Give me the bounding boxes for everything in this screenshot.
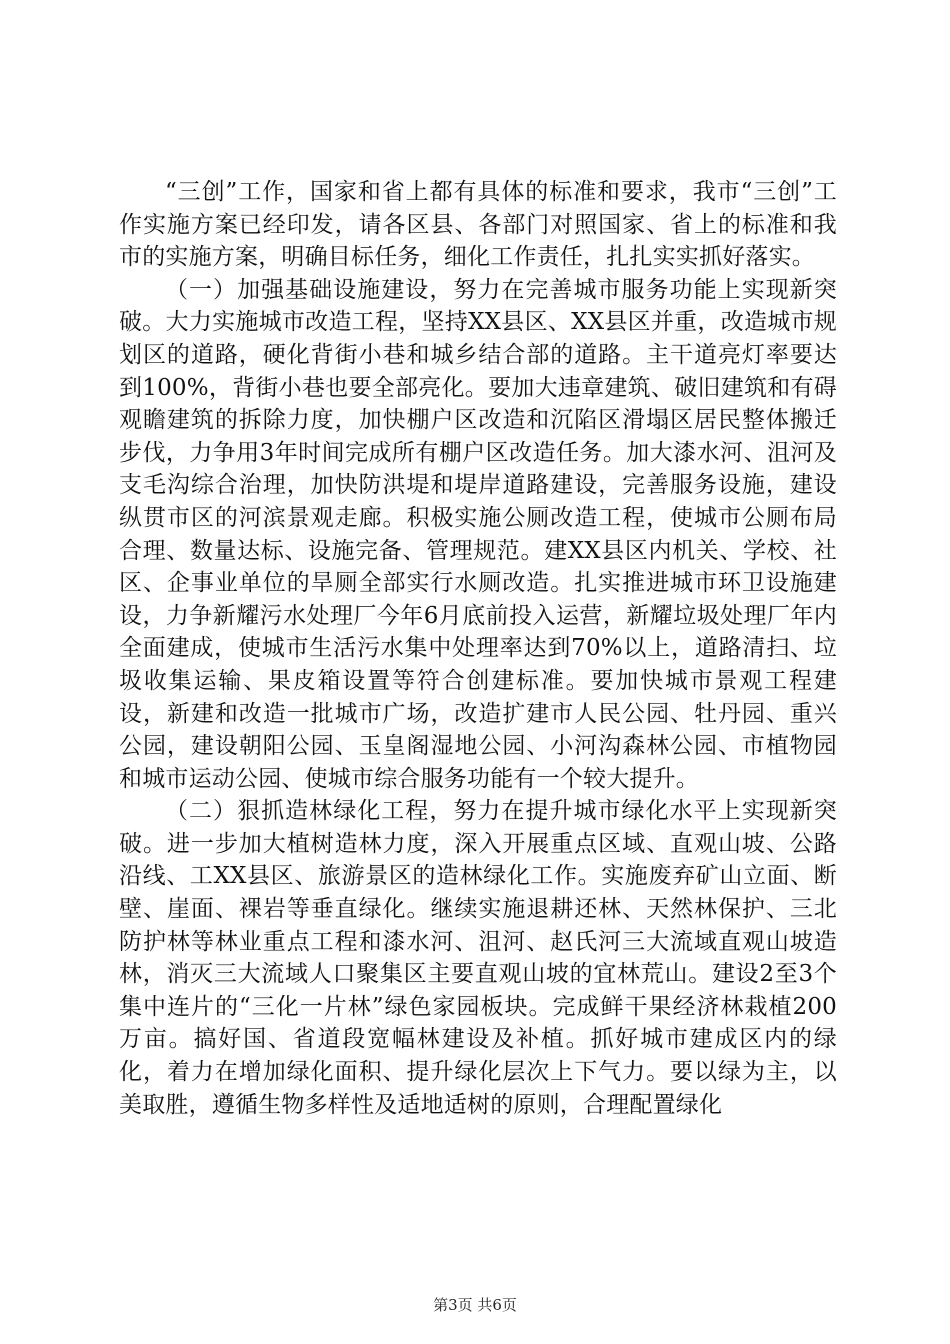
paragraph-intro: “三创”工作，国家和省上都有具体的标准和要求，我市“三创”工作实施方案已经印发，请各区县、各部门对照国家、省上的标准和我市的实施方案，明确目标任务，细化工作责任，扎扎实实抓好落实。 (119, 179, 837, 271)
paragraph-greening: （二）狠抓造林绿化工程，努力在提升城市绿化水平上实现新突破。进一步加大植树造林力度，深入开展重点区域、直观山坡、公路沿线、工XX县区、旅游景区的造林绿化工作。实施废弃矿山立面、断壁、崖面、裸岩等垂直绿化。继续实施退耕还林、天然林保护、三北防护林等林业重点工程和漆水河、沮河、赵氏河三大流域直观山坡造林，消灭三大流域人口聚集区主要直观山坡的宜林荒山。建设2至3个集中连片的“三化一片林”绿色家园板块。完成鲜干果经济林栽植200万亩。搞好国、省道段宽幅林建设及补植。抓好城市建成区内的绿化，着力在增加绿化面积、提升绿化层次上下气力。要以绿为主，以美取胜，遵循生物多样性及适地适树的原则，合理配置绿化 (119, 798, 837, 1118)
document-body (119, 176, 837, 1121)
paragraph-infrastructure: （一）加强基础设施建设，努力在完善城市服务功能上实现新突破。大力实施城市改造工程，坚持XX县区、XX县区并重，改造城市规划区的道路，硬化背街小巷和城乡结合部的道路。主干道亮灯率要达到100%，背街小巷也要全部亮化。要加大违章建筑、破旧建筑和有碍观瞻建筑的拆除力度，加快棚户区改造和沉陷区滑塌区居民整体搬迁步伐，力争用3年时间完成所有棚户区改造任务。加大漆水河、沮河及支毛沟综合治理，加快防洪堤和堤岸道路建设，完善服务设施，建设纵贯市区的河滨景观走廊。积极实施公厕改造工程，使城市公厕布局合理、数量达标、设施完备、管理规范。建XX县区内机关、学校、社区、企事业单位的旱厕全部实行水厕改造。扎实推进城市环卫设施建设，力争新耀污水处理厂今年6月底前投入运营，新耀垃圾处理厂年内全面建成，使城市生活污水集中处理率达到70%以上，道路清扫、垃圾收集运输、果皮箱设置等符合创建标准。要加快城市景观工程建设，新建和改造一批城市广场，改造扩建市人民公园、牡丹园、重兴公园，建设朝阳公园、玉皇阁湿地公园、小河沟森林公园、市植物园和城市运动公园、使城市综合服务功能有一个较大提升。 (119, 276, 837, 792)
page-number-footer: 第3页 共6页 (433, 1296, 517, 1314)
